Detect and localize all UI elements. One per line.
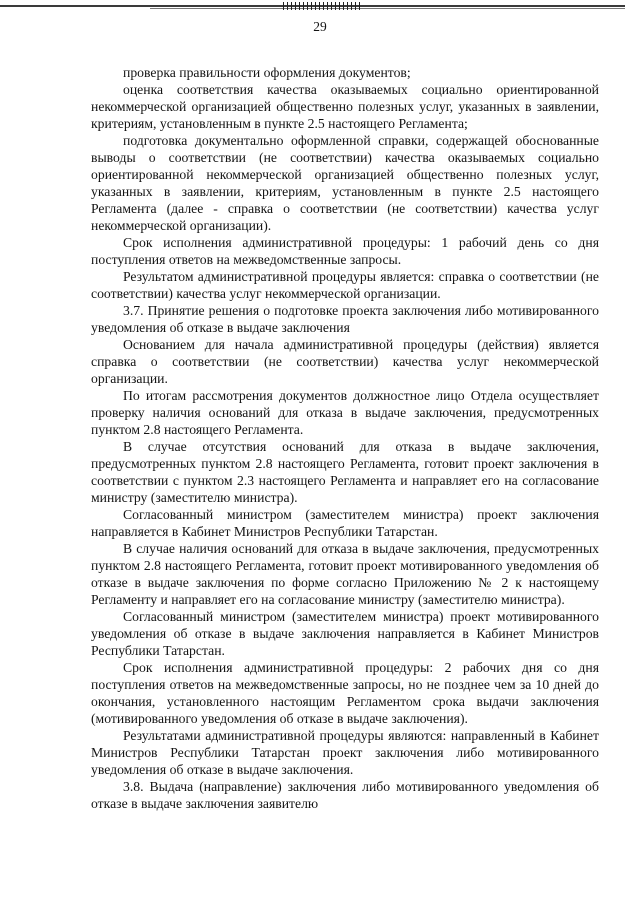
paragraph: Срок исполнения административной процедуры: 1 рабочий день со дня поступления ответов на межведомственные запросы. bbox=[91, 235, 599, 267]
scan-artifact-mark bbox=[283, 2, 363, 10]
document-body bbox=[91, 64, 599, 812]
paragraph: Срок исполнения административной процедуры: 2 рабочих дня со дня поступления ответов на межведомственные запросы, но не позднее чем за 10 дней до окончания, установленного настоящим Регламентом срока выдачи заключения (мотивированного уведомления об отказе в выдаче заключения). bbox=[91, 660, 599, 726]
paragraph: В случае наличия оснований для отказа в выдаче заключения, предусмотренных пунктом 2.8 настоящего Регламента, готовит проект мотивированного уведомления об отказе в выдаче заключения по форме согласно Приложению № 2 к настоящему Регламенту и направляет его на согласование министру (заместителю министра). bbox=[91, 541, 599, 607]
paragraph: В случае отсутствия оснований для отказа в выдаче заключения, предусмотренных пунктом 2.8 настоящего Регламента, готовит проект заключения в соответствии с пунктом 2.3 настоящего Регламента и направляет его на согласование министру (заместителю министра). bbox=[91, 439, 599, 505]
section-heading-3-7: 3.7. Принятие решения о подготовке проекта заключения либо мотивированного уведомления об отказе в выдаче заключения bbox=[91, 303, 599, 335]
paragraph: Основанием для начала административной процедуры (действия) является справка о соответствии (не соответствии) качества услуг некоммерческой организации. bbox=[91, 337, 599, 386]
paragraph: Результатами административной процедуры являются: направленный в Кабинет Министров Республики Татарстан проект заключения либо мотивированного уведомления об отказе в выдаче заключения. bbox=[91, 728, 599, 777]
paragraph: Результатом административной процедуры является: справка о соответствии (не соответствии) качества услуг некоммерческой организации. bbox=[91, 269, 599, 301]
paragraph: проверка правильности оформления документов; bbox=[123, 65, 411, 80]
paragraph: По итогам рассмотрения документов должностное лицо Отдела осуществляет проверку наличия оснований для отказа в выдаче заключения, предусмотренных пунктом 2.8 настоящего Регламента. bbox=[91, 388, 599, 437]
section-heading-3-8: 3.8. Выдача (направление) заключения либо мотивированного уведомления об отказе в выдаче заключения заявителю bbox=[91, 779, 599, 811]
paragraph: подготовка документально оформленной справки, содержащей обоснованные выводы о соответствии (не соответствии) качества оказываемых социально ориентированной некоммерческой организацией общественно полезных услуг, указанных в заявлении, критериям, установленным в пункте 2.5 настоящего Регламента (далее - справка о соответствии (не соответствии) качества услуг некоммерческой организации). bbox=[91, 133, 599, 233]
scan-border-line-secondary bbox=[150, 8, 625, 9]
page-number: 29 bbox=[313, 19, 327, 34]
paragraph: Согласованный министром (заместителем министра) проект мотивированного уведомления об отказе в выдаче заключения направляется в Кабинет Министров Республики Татарстан. bbox=[91, 609, 599, 658]
paragraph: оценка соответствия качества оказываемых социально ориентированной некоммерческой организацией общественно полезных услуг, указанных в заявлении, критериям, установленным в пункте 2.5 настоящего Регламента; bbox=[91, 82, 599, 131]
paragraph: Согласованный министром (заместителем министра) проект заключения направляется в Кабинет Министров Республики Татарстан. bbox=[91, 507, 599, 539]
